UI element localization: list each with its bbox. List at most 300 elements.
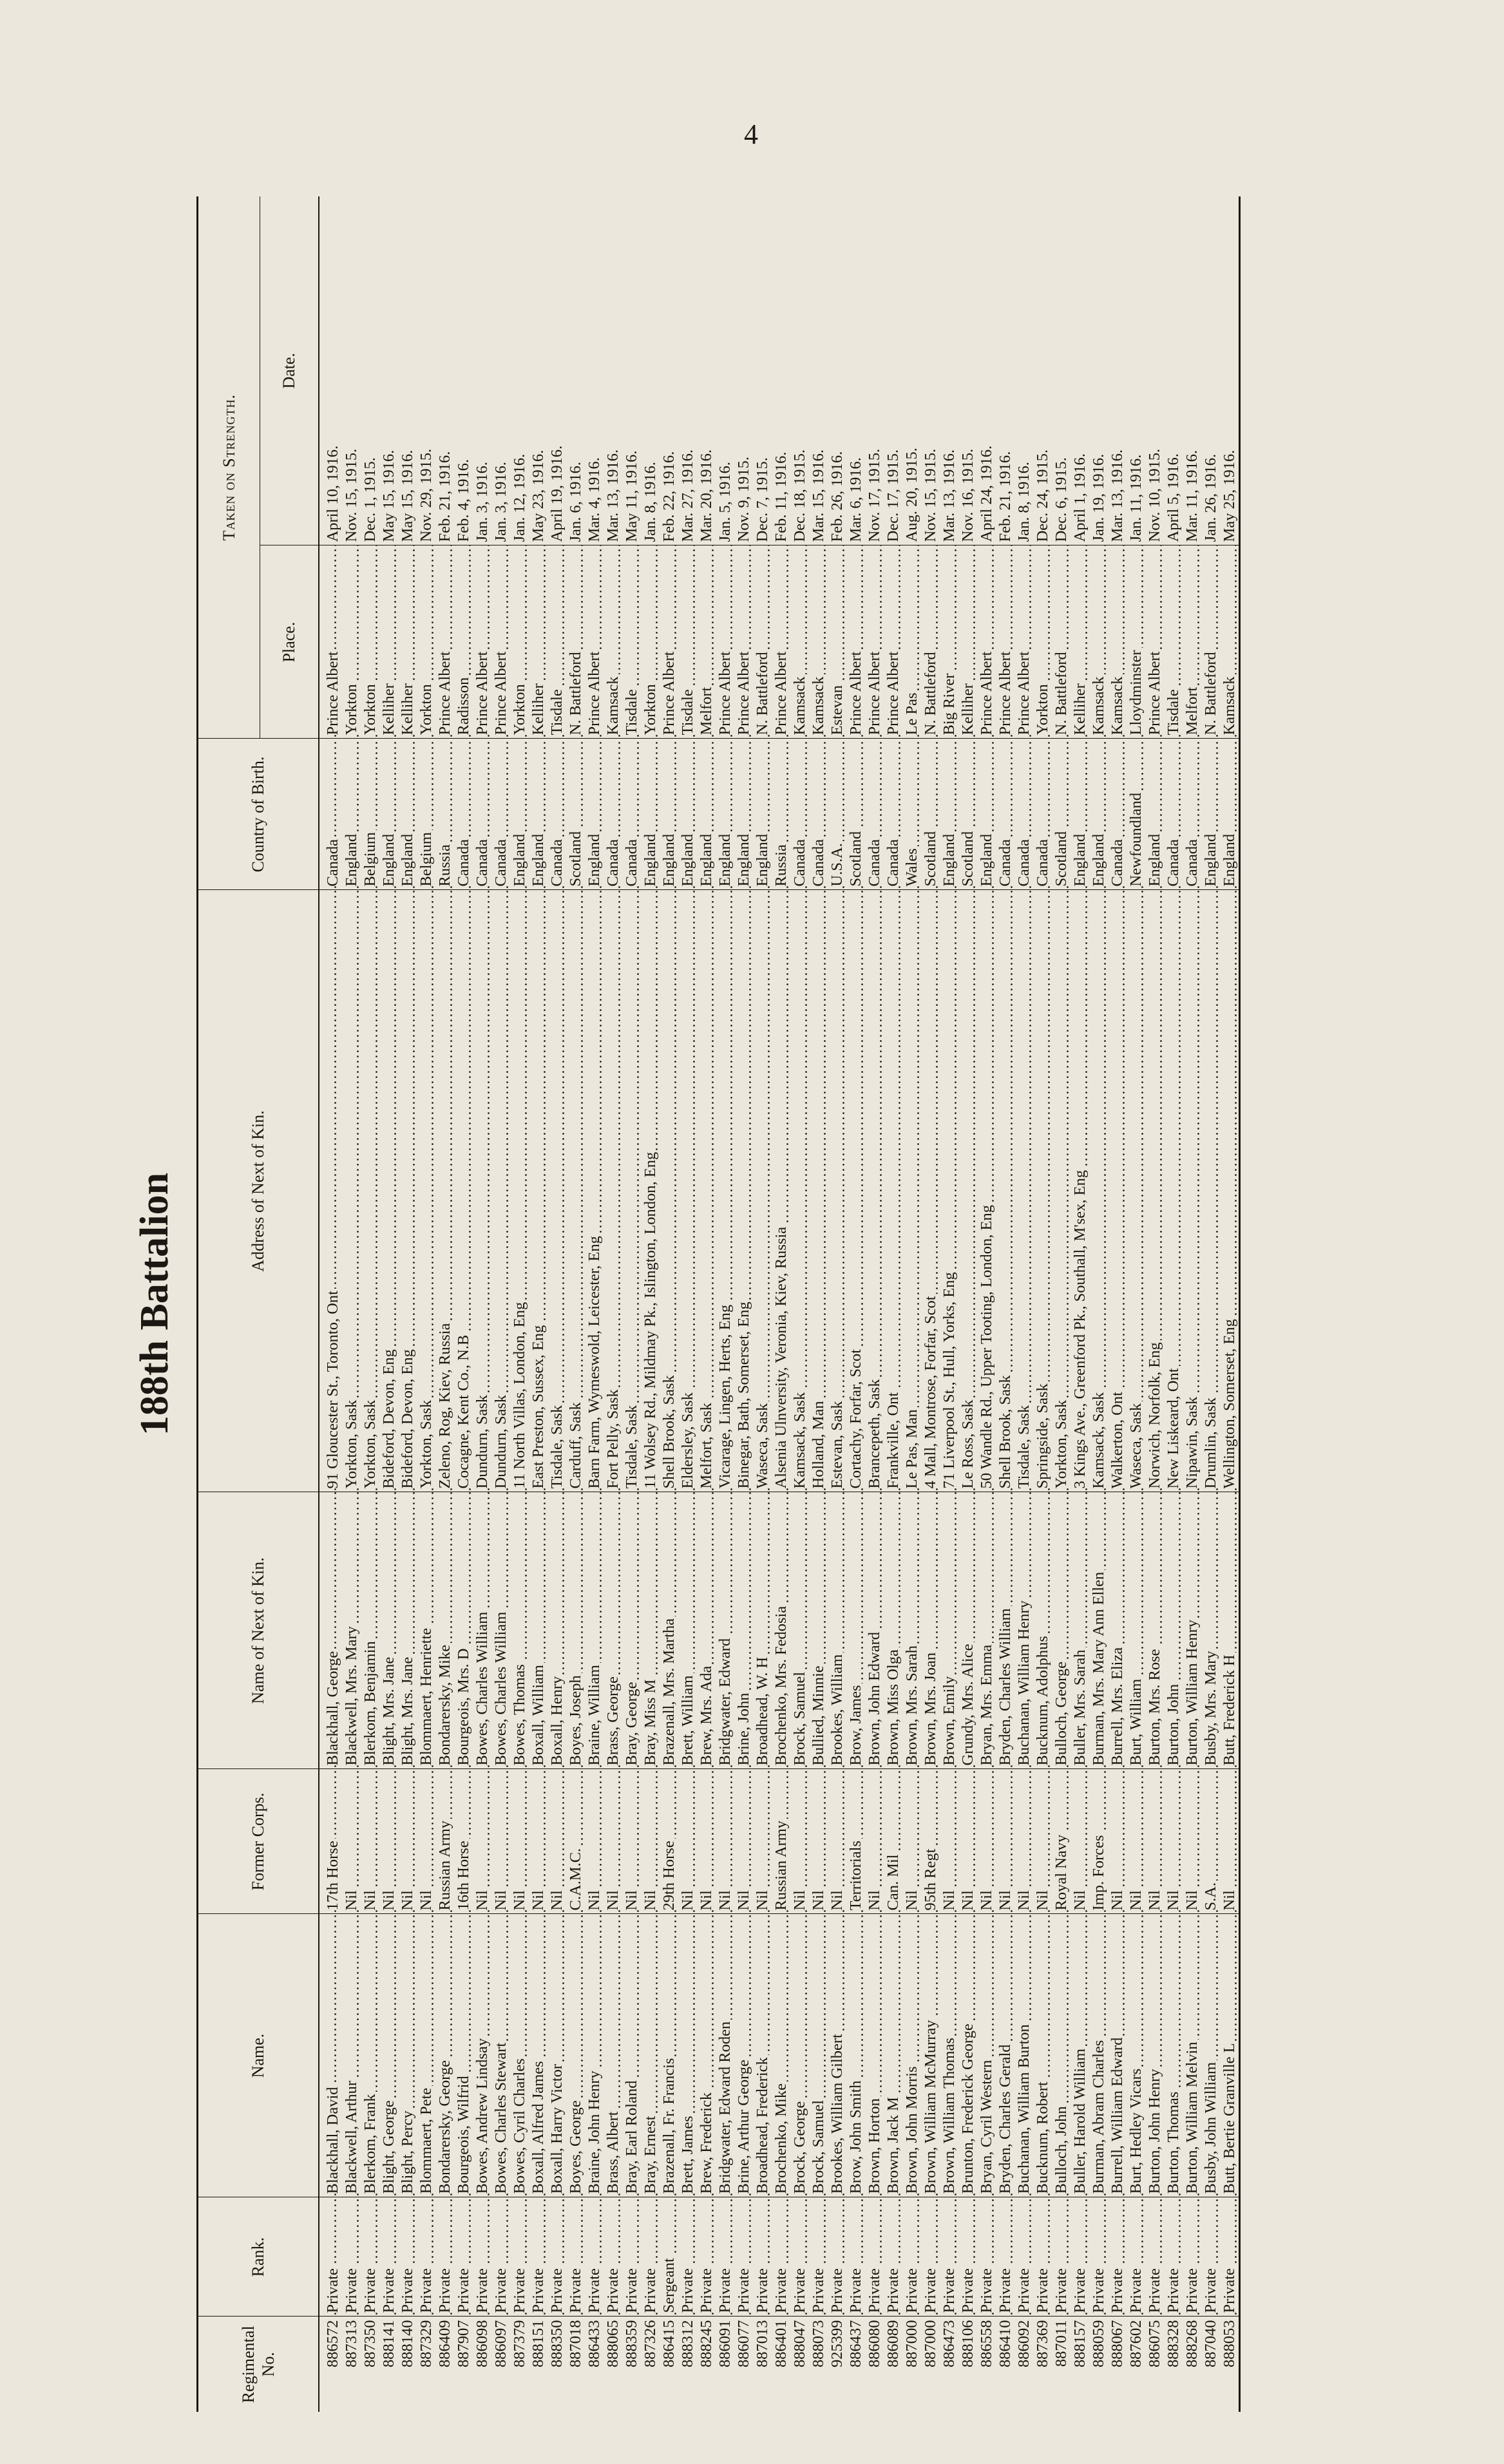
former-corps-cell: Can. Mil <box>884 1852 902 1910</box>
rank-cell: Private <box>810 2266 827 2313</box>
name-cell: Bondarersky, George <box>436 2058 453 2194</box>
country-of-birth-cell: Newfoundland <box>1127 791 1145 887</box>
name-cell: Bulloch, John <box>1052 2104 1070 2194</box>
name-cell: Bryan, Cyril Western <box>978 2058 995 2194</box>
place-cell: Kamsack <box>1109 674 1126 735</box>
country-of-birth-cell: Canada <box>884 837 902 886</box>
regimental-no-cell: 886092 <box>1015 2320 1033 2367</box>
country-of-birth-cell: England <box>978 832 995 887</box>
header-taken-on-strength: Taken on Strength. <box>198 196 260 739</box>
country-of-birth-cell: Canada <box>324 837 341 886</box>
next-of-kin-address-cell: Cortachy, Forfar, Scot <box>847 1347 864 1489</box>
table-row <box>716 196 734 2412</box>
next-of-kin-name-cell: Boxall, William <box>529 1663 547 1765</box>
next-of-kin-address-cell: Drumlin, Sask <box>1202 1396 1219 1489</box>
place-cell: Prince Albert <box>847 650 864 735</box>
country-of-birth-cell: England <box>1090 832 1107 887</box>
next-of-kin-address-cell: Nipawin, Sask <box>1183 1395 1201 1489</box>
regimental-no-cell: 887011 <box>1052 2320 1070 2367</box>
regimental-no-cell: 886089 <box>884 2320 902 2367</box>
table-row <box>809 196 828 2412</box>
next-of-kin-name-cell: Brown, Miss Olga <box>884 1647 902 1765</box>
next-of-kin-address-cell: Binegar, Bath, Somerset, Eng <box>735 1300 752 1488</box>
place-cell: Prince Albert <box>473 650 491 735</box>
date-cell: Nov. 15, 1915. <box>343 448 360 542</box>
table-row <box>1220 196 1240 2412</box>
next-of-kin-address-cell: 4 Mall, Montrose, Forfar, Scot <box>922 1294 939 1488</box>
rank-cell: Private <box>1202 2266 1219 2313</box>
table-row <box>884 196 902 2412</box>
country-of-birth-cell: Canada <box>866 837 883 886</box>
rank-cell: Private <box>978 2266 995 2313</box>
next-of-kin-name-cell: Blommaert, Henriette <box>417 1626 435 1766</box>
date-cell: April 10, 1916. <box>324 445 341 542</box>
date-cell: Jan. 5, 1916. <box>716 461 734 542</box>
country-of-birth-cell: Canada <box>604 837 622 886</box>
name-cell: Bray, Earl Roland <box>623 2079 640 2194</box>
rank-cell: Private <box>473 2266 491 2313</box>
table-row <box>641 196 660 2412</box>
country-of-birth-cell: England <box>754 832 771 887</box>
rank-cell: Private <box>996 2266 1014 2313</box>
next-of-kin-name-cell: Burrell, Mrs. Eliza <box>1109 1645 1126 1766</box>
next-of-kin-name-cell: Buchanan, William Henry <box>1015 1598 1033 1765</box>
next-of-kin-address-cell: Zeleno, Rog, Kiev, Russia <box>436 1322 453 1489</box>
regimental-no-cell: 888157 <box>1071 2320 1089 2367</box>
next-of-kin-name-cell: Bullied, Minnie <box>810 1663 827 1765</box>
former-corps-cell: Nil <box>361 1888 379 1910</box>
next-of-kin-name-cell: Braine, William <box>585 1663 603 1765</box>
next-of-kin-address-cell: 11 North Villas, London, Eng <box>511 1300 528 1489</box>
roll-body <box>319 196 1240 2412</box>
next-of-kin-address-cell: Melfort, Sask <box>698 1401 715 1488</box>
country-of-birth-cell: England <box>1146 832 1163 887</box>
regimental-no-cell: 886075 <box>1146 2320 1163 2367</box>
header-regimental-no: Regimental No. <box>198 2317 319 2412</box>
rank-cell: Private <box>642 2266 659 2313</box>
next-of-kin-name-cell: Burman, Mrs. Mary Ann Ellen <box>1090 1570 1107 1766</box>
name-cell: Brown, William Thomas <box>940 2036 958 2194</box>
next-of-kin-name-cell: Bulloch, George <box>1052 1660 1070 1766</box>
table-row <box>547 196 566 2412</box>
next-of-kin-name-cell: Broadhead, W. H <box>754 1655 771 1766</box>
table-row <box>1033 196 1052 2412</box>
former-corps-cell: Nil <box>978 1888 995 1910</box>
regimental-no-cell: 886091 <box>716 2320 734 2367</box>
next-of-kin-name-cell: Blight, Mrs. Jane <box>399 1655 416 1766</box>
regimental-no-cell: 887326 <box>642 2320 659 2367</box>
date-cell: Nov. 9, 1915. <box>735 457 752 542</box>
country-of-birth-cell: Canada <box>1034 837 1051 886</box>
next-of-kin-address-cell: Wellington, Somerset, Eng <box>1221 1317 1238 1488</box>
next-of-kin-name-cell: Blerkom, Benjamin <box>361 1639 379 1765</box>
regimental-no-cell: 886097 <box>492 2320 509 2367</box>
rank-cell: Private <box>1127 2266 1145 2313</box>
header-place: Place. <box>260 545 319 739</box>
rank-cell: Private <box>1109 2266 1126 2313</box>
next-of-kin-name-cell: Bryden, Charles William <box>996 1606 1014 1765</box>
former-corps-cell: Nil <box>623 1888 640 1910</box>
name-cell: Brookes, William Gilbert <box>828 2032 846 2194</box>
name-cell: Braine, John Henry <box>585 2069 603 2194</box>
next-of-kin-address-cell: Kamsack, Sask <box>791 1390 808 1489</box>
date-cell: Dec. 7, 1915. <box>754 457 771 542</box>
country-of-birth-cell: Canada <box>791 837 808 886</box>
date-cell: Jan. 6, 1916. <box>567 461 584 542</box>
date-cell: Feb. 22, 1916. <box>660 451 678 542</box>
rank-cell: Private <box>791 2266 808 2313</box>
place-cell: Prince Albert <box>996 650 1014 735</box>
regimental-no-cell: 888047 <box>791 2320 808 2367</box>
next-of-kin-name-cell: Bridgwater, Edward <box>716 1636 734 1766</box>
name-cell: Buchanan, William Burton <box>1015 2022 1033 2194</box>
name-cell: Brine, Arthur George <box>735 2058 752 2194</box>
former-corps-cell: Nil <box>754 1888 771 1910</box>
name-cell: Busby, John William <box>1202 2060 1219 2194</box>
place-cell: Tisdale <box>548 687 566 735</box>
table-row <box>529 196 547 2412</box>
next-of-kin-name-cell: Brown, John Edward <box>866 1630 883 1766</box>
table-row <box>697 196 716 2412</box>
date-cell: April 1, 1916. <box>1071 453 1089 542</box>
regimental-no-cell: 887329 <box>417 2320 435 2367</box>
table-row <box>753 196 772 2412</box>
next-of-kin-name-cell: Brock, Samuel <box>791 1670 808 1766</box>
country-of-birth-cell: England <box>735 832 752 887</box>
regimental-no-cell: 887602 <box>1127 2320 1145 2367</box>
table-row <box>772 196 790 2412</box>
place-cell: Radisson <box>455 676 472 735</box>
name-cell: Blackhall, David <box>324 2085 341 2194</box>
date-cell: May 15, 1916. <box>399 450 416 542</box>
place-cell: Kamsack <box>791 674 808 735</box>
regimental-no-cell: 886437 <box>847 2320 864 2367</box>
name-cell: Broadhead, Frederick <box>754 2055 771 2194</box>
country-of-birth-cell: Canada <box>455 837 472 886</box>
next-of-kin-name-cell: Blackwell, Mrs. Mary <box>343 1624 360 1765</box>
name-cell: Blerkom, Frank <box>361 2092 379 2194</box>
regimental-no-cell: 888106 <box>959 2320 976 2367</box>
next-of-kin-address-cell: Waseca, Sask <box>1127 1401 1145 1489</box>
next-of-kin-address-cell: 91 Gloucester St., Toronto, Ont <box>324 1289 341 1488</box>
regimental-no-cell: 888245 <box>698 2320 715 2367</box>
header-rank: Rank. <box>198 2197 319 2317</box>
rank-cell: Private <box>399 2266 416 2313</box>
name-cell: Buller, Harold William <box>1071 2047 1089 2194</box>
name-cell: Brown, William McMurray <box>922 2018 939 2194</box>
country-of-birth-cell: Canada <box>1183 837 1201 886</box>
country-of-birth-cell: England <box>380 832 397 887</box>
country-of-birth-cell: England <box>1202 832 1219 887</box>
regimental-no-cell: 886415 <box>660 2320 678 2367</box>
rank-cell: Private <box>772 2266 790 2313</box>
name-cell: Bowes, Charles Stewart <box>492 2041 509 2194</box>
next-of-kin-address-cell: 71 Liverpool St., Hull, Yorks, Eng <box>940 1270 958 1488</box>
date-cell: Aug. 20, 1915. <box>903 448 920 542</box>
next-of-kin-address-cell: 3 Kings Ave., Greenford Pk., Southall, M'sex, Eng <box>1071 1168 1089 1489</box>
regimental-no-cell: 888073 <box>810 2320 827 2367</box>
next-of-kin-name-cell: Busby, Mrs. Mary <box>1202 1649 1219 1765</box>
place-cell: Yorkton <box>361 682 379 735</box>
regimental-no-cell: 888312 <box>679 2320 696 2367</box>
former-corps-cell: Nil <box>903 1888 920 1910</box>
regimental-no-cell: 887040 <box>1202 2320 1219 2367</box>
country-of-birth-cell: Canada <box>1109 837 1126 886</box>
former-corps-cell: Nil <box>1127 1888 1145 1910</box>
next-of-kin-name-cell: Brett, William <box>679 1673 696 1765</box>
date-cell: Jan. 11, 1916. <box>1127 454 1145 542</box>
next-of-kin-name-cell: Brazenall, Mrs. Martha <box>660 1616 678 1766</box>
name-cell: Bowes, Andrew Lindsay <box>473 2036 491 2194</box>
regimental-no-cell: 888359 <box>623 2320 640 2367</box>
regimental-no-cell: 888328 <box>1165 2320 1182 2367</box>
name-cell: Brochenko, Mike <box>772 2081 790 2194</box>
regimental-no-cell: 887379 <box>511 2320 528 2367</box>
next-of-kin-address-cell: Yorkton, Sask <box>417 1398 435 1489</box>
date-cell: Dec. 6, 1915. <box>1052 457 1070 542</box>
name-cell: Burton, William Melvin <box>1183 2040 1201 2194</box>
place-cell: Kelliher <box>380 681 397 735</box>
next-of-kin-address-cell: Estevan, Sask <box>828 1399 846 1488</box>
regimental-no-cell: 886410 <box>996 2320 1014 2367</box>
rank-cell: Private <box>1034 2266 1051 2313</box>
country-of-birth-cell: England <box>716 832 734 887</box>
former-corps-cell: Nil <box>1034 1888 1051 1910</box>
date-cell: May 25, 1916. <box>1221 450 1238 542</box>
date-cell: Nov. 17, 1915. <box>866 448 883 542</box>
date-cell: April 19, 1916. <box>548 445 566 542</box>
former-corps-cell: Nil <box>735 1888 752 1910</box>
next-of-kin-address-cell: New Liskeard, Ont <box>1165 1366 1182 1488</box>
rank-cell: Private <box>343 2266 360 2313</box>
header-name-of-next-of-kin: Name of Next of Kin. <box>198 1492 319 1769</box>
rank-cell: Private <box>884 2266 902 2313</box>
date-cell: May 11, 1916. <box>623 450 640 542</box>
table-row <box>604 196 622 2412</box>
date-cell: Mar. 6, 1916. <box>847 457 864 542</box>
date-cell: Mar. 15, 1916. <box>810 449 827 542</box>
place-cell: Yorkton <box>417 682 435 735</box>
regimental-no-cell: 886558 <box>978 2320 995 2367</box>
former-corps-cell: Nil <box>642 1888 659 1910</box>
name-cell: Blackwell, Arthur <box>343 2079 360 2194</box>
name-cell: Butt, Bertie Granville L <box>1221 2041 1238 2194</box>
next-of-kin-address-cell: Le Ross, Sask <box>959 1398 976 1488</box>
date-cell: April 24, 1916. <box>978 445 995 542</box>
next-of-kin-name-cell: Blight, Mrs. Jane <box>380 1655 397 1766</box>
name-cell: Brow, John Smith <box>847 2078 864 2194</box>
country-of-birth-cell: U.S.A. <box>828 841 846 886</box>
country-of-birth-cell: Canada <box>492 837 509 886</box>
next-of-kin-name-cell: Bondarersky, Mike <box>436 1643 453 1766</box>
date-cell: Feb. 21, 1916. <box>436 451 453 542</box>
former-corps-cell: Nil <box>585 1888 603 1910</box>
country-of-birth-cell: England <box>1071 832 1089 887</box>
place-cell: Prince Albert <box>1015 650 1033 735</box>
former-corps-cell: Nil <box>343 1888 360 1910</box>
name-cell: Burton, John Henry <box>1146 2067 1163 2194</box>
regimental-no-cell: 925399 <box>828 2320 846 2367</box>
next-of-kin-address-cell: Brancepeth, Sask <box>866 1377 883 1488</box>
former-corps-cell: Nil <box>866 1888 883 1910</box>
country-of-birth-cell: Wales <box>903 846 920 886</box>
next-of-kin-name-cell: Bray, Miss M <box>642 1678 659 1766</box>
country-of-birth-cell: England <box>940 832 958 887</box>
former-corps-cell: Nil <box>698 1888 715 1910</box>
regimental-no-cell: 887907 <box>455 2320 472 2367</box>
rank-cell: Private <box>604 2266 622 2313</box>
rank-cell: Private <box>1165 2266 1182 2313</box>
table-row <box>865 196 884 2412</box>
table-row <box>510 196 529 2412</box>
place-cell: Prince Albert <box>866 650 883 735</box>
former-corps-cell: Nil <box>716 1888 734 1910</box>
date-cell: Nov. 10, 1915. <box>1146 448 1163 542</box>
rank-cell: Private <box>623 2266 640 2313</box>
date-cell: Mar. 13, 1916. <box>604 449 622 542</box>
country-of-birth-cell: England <box>698 832 715 887</box>
next-of-kin-name-cell: Bucknum, Adolphus <box>1034 1634 1051 1765</box>
next-of-kin-name-cell: Brown, Mrs. Sarah <box>903 1644 920 1765</box>
place-cell: Yorkton <box>642 682 659 735</box>
table-row <box>473 196 491 2412</box>
former-corps-cell: Territorials <box>847 1839 864 1911</box>
next-of-kin-address-cell: Vicarage, Lingen, Herts, Eng <box>716 1303 734 1489</box>
next-of-kin-address-cell: Alsenia Ulnversity, Veronia, Kiev, Russia <box>772 1225 790 1489</box>
former-corps-cell: Nil <box>828 1888 846 1910</box>
place-cell: Prince Albert <box>772 650 790 735</box>
next-of-kin-name-cell: Grundy, Mrs. Alice <box>959 1642 976 1766</box>
name-cell: Brock, Samuel <box>810 2098 827 2194</box>
next-of-kin-address-cell: Yorkton, Sask <box>343 1398 360 1489</box>
next-of-kin-address-cell: Barn Farm, Wymeswold, Leicester, Eng <box>585 1234 603 1488</box>
former-corps-cell: Nil <box>1165 1888 1182 1910</box>
country-of-birth-cell: England <box>399 832 416 887</box>
next-of-kin-address-cell: Kamsack, Sask <box>1090 1390 1107 1489</box>
regimental-no-cell: 886080 <box>866 2320 883 2367</box>
name-cell: Bucknum, Robert <box>1034 2080 1051 2194</box>
next-of-kin-name-cell: Brine, John <box>735 1691 752 1766</box>
place-cell: Yorkton <box>343 682 360 735</box>
name-cell: Bowes, Cyril Charles <box>511 2056 528 2194</box>
regimental-no-cell: 886077 <box>735 2320 752 2367</box>
regimental-no-cell: 887350 <box>361 2320 379 2367</box>
table-row <box>319 196 342 2412</box>
header-address-of-next-of-kin: Address of Next of Kin. <box>198 890 319 1492</box>
country-of-birth-cell: Scotland <box>1052 829 1070 887</box>
table-row <box>417 196 435 2412</box>
country-of-birth-cell: England <box>679 832 696 887</box>
table-row <box>379 196 398 2412</box>
next-of-kin-address-cell: Tisdale, Sask <box>623 1403 640 1489</box>
date-cell: Dec. 17, 1915. <box>884 449 902 542</box>
next-of-kin-address-cell: East Preston, Sussex, Eng <box>529 1323 547 1489</box>
place-cell: Kelliher <box>529 681 547 735</box>
former-corps-cell: Nil <box>1109 1888 1126 1910</box>
next-of-kin-address-cell: Norwich, Norfolk, Eng <box>1146 1340 1163 1488</box>
former-corps-cell: Nil <box>399 1888 416 1910</box>
next-of-kin-name-cell: Boxall, Henry <box>548 1674 566 1766</box>
next-of-kin-address-cell: Shell Brook, Sask <box>996 1373 1014 1488</box>
date-cell: Jan. 3, 1916. <box>473 461 491 542</box>
next-of-kin-name-cell: Burton, William Henry <box>1183 1618 1201 1766</box>
date-cell: Jan. 26, 1916. <box>1202 453 1219 542</box>
next-of-kin-address-cell: Yorkton, Sask <box>1052 1398 1070 1489</box>
table-row <box>1164 196 1183 2412</box>
date-cell: Nov. 15, 1915. <box>922 448 939 542</box>
former-corps-cell: Imp. Forces <box>1090 1833 1107 1910</box>
table-row <box>977 196 996 2412</box>
next-of-kin-name-cell: Bowes, Charles William <box>492 1610 509 1766</box>
regimental-no-cell: 886098 <box>473 2320 491 2367</box>
rank-cell: Private <box>679 2266 696 2313</box>
table-row <box>996 196 1014 2412</box>
rank-cell: Private <box>735 2266 752 2313</box>
header-country-of-birth: Country of Birth. <box>198 739 319 890</box>
former-corps-cell: C.A.M.C. <box>567 1846 584 1911</box>
next-of-kin-address-cell: Fort Pelly, Sask <box>604 1387 622 1488</box>
rank-cell: Private <box>828 2266 846 2313</box>
place-cell: Prince Albert <box>436 650 453 735</box>
former-corps-cell: Nil <box>492 1888 509 1910</box>
regimental-no-cell: 888059 <box>1090 2320 1107 2367</box>
name-cell: Burt, Hedley Vicars <box>1127 2067 1145 2194</box>
rank-cell: Private <box>940 2266 958 2313</box>
date-cell: Feb. 11, 1916. <box>772 451 790 542</box>
name-cell: Boxall, Harry Victor <box>548 2062 566 2194</box>
former-corps-cell: Nil <box>511 1888 528 1910</box>
country-of-birth-cell: Scotland <box>922 829 939 887</box>
former-corps-cell: 16th Horse <box>455 1839 472 1910</box>
rank-cell: Private <box>698 2266 715 2313</box>
table-row <box>902 196 921 2412</box>
rank-cell: Private <box>1146 2266 1163 2313</box>
name-cell: Brazenall, Fr. Francis <box>660 2056 678 2194</box>
next-of-kin-address-cell: Carduff, Sask <box>567 1400 584 1488</box>
table-row <box>958 196 977 2412</box>
next-of-kin-address-cell: Frankville, Ont <box>884 1390 902 1489</box>
place-cell: Prince Albert <box>1146 650 1163 735</box>
place-cell: Tisdale <box>623 687 640 735</box>
date-cell: Mar. 4, 1916. <box>585 457 603 542</box>
date-cell: Jan. 12, 1916. <box>511 453 528 542</box>
table-row <box>1052 196 1071 2412</box>
table-row <box>454 196 473 2412</box>
place-cell: N. Battleford <box>1202 650 1219 735</box>
former-corps-cell: 95th Regt <box>922 1847 939 1911</box>
date-cell: Mar. 27, 1916. <box>679 449 696 542</box>
date-cell: Mar. 20, 1916. <box>698 449 715 542</box>
name-cell: Boxall, Alfred James <box>529 2059 547 2194</box>
rank-cell: Private <box>903 2266 920 2313</box>
place-cell: Prince Albert <box>660 650 678 735</box>
former-corps-cell: Nil <box>548 1888 566 1910</box>
place-cell: Melfort <box>1183 685 1201 735</box>
date-cell: Mar. 13, 1916. <box>1109 449 1126 542</box>
next-of-kin-address-cell: Dundurn, Sask <box>492 1393 509 1489</box>
former-corps-cell: Russian Army <box>436 1819 453 1911</box>
date-cell: May 15, 1916. <box>380 450 397 542</box>
rank-cell: Private <box>716 2266 734 2313</box>
regimental-no-cell: 888141 <box>380 2320 397 2367</box>
next-of-kin-address-cell: Yorkton, Sask <box>361 1398 379 1489</box>
nominal-roll-table <box>196 196 1241 2412</box>
table-row <box>678 196 697 2412</box>
place-cell: N. Battleford <box>754 650 771 735</box>
regimental-no-cell: 887018 <box>567 2320 584 2367</box>
rank-cell: Private <box>1090 2266 1107 2313</box>
next-of-kin-name-cell: Butt, Frederick H <box>1221 1653 1238 1765</box>
